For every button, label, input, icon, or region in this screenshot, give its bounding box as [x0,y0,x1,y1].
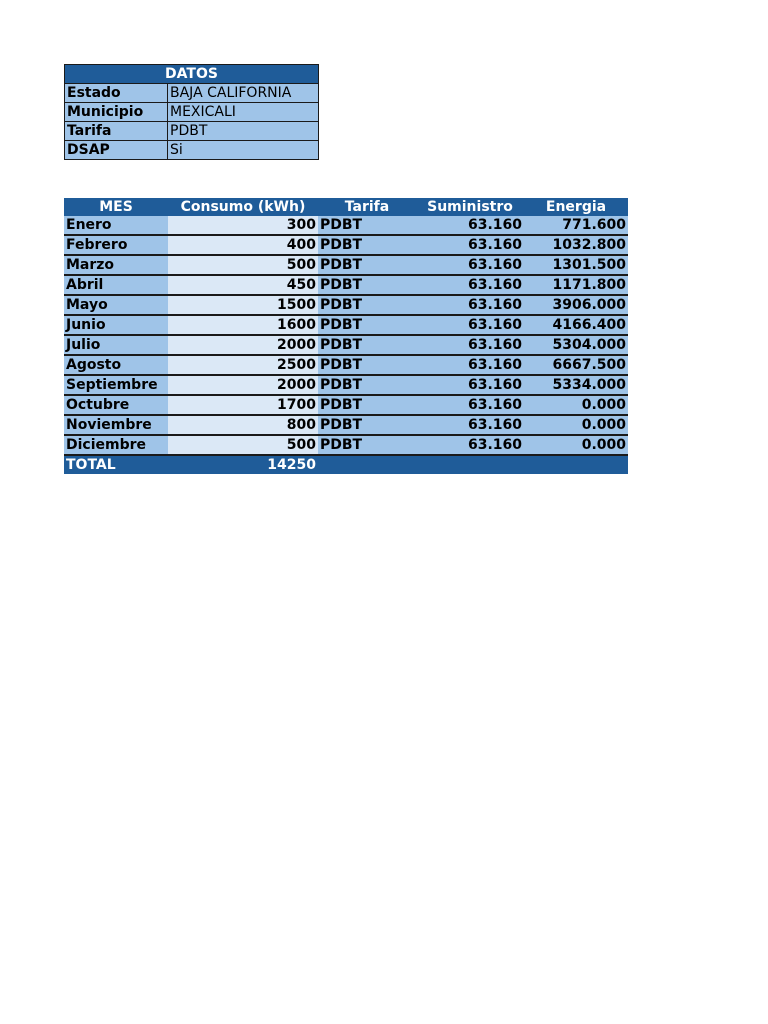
datos-row [65,122,319,141]
cell-tarifa[interactable]: PDBT [318,295,416,315]
cell-consumo[interactable]: 500 [168,255,318,275]
datos-value-municipio[interactable]: MEXICALI [168,103,319,122]
datos-row [65,103,319,122]
cell-mes[interactable]: Noviembre [64,415,168,435]
cell-consumo[interactable]: 2500 [168,355,318,375]
table-row [64,275,628,295]
cell-mes[interactable]: Agosto [64,355,168,375]
header-consumo: Consumo (kWh) [168,198,318,216]
total-empty-cell [318,455,416,474]
cell-energia[interactable]: 1171.800 [524,275,628,295]
total-consumo[interactable]: 14250 [168,455,318,474]
datos-title: DATOS [65,65,319,84]
datos-key-tarifa: Tarifa [65,122,168,141]
table-row [64,235,628,255]
cell-suministro[interactable]: 63.160 [416,435,524,455]
datos-value-tarifa[interactable]: PDBT [168,122,319,141]
cell-mes[interactable]: Julio [64,335,168,355]
cell-consumo[interactable]: 1700 [168,395,318,415]
table-row [64,355,628,375]
cell-mes[interactable]: Febrero [64,235,168,255]
cell-mes[interactable]: Abril [64,275,168,295]
cell-suministro[interactable]: 63.160 [416,315,524,335]
cell-consumo[interactable]: 800 [168,415,318,435]
datos-key-dsap: DSAP [65,141,168,160]
cell-energia[interactable]: 6667.500 [524,355,628,375]
cell-suministro[interactable]: 63.160 [416,335,524,355]
cell-tarifa[interactable]: PDBT [318,415,416,435]
cell-consumo[interactable]: 2000 [168,375,318,395]
cell-consumo[interactable]: 1600 [168,315,318,335]
table-row [64,335,628,355]
datos-key-municipio: Municipio [65,103,168,122]
cell-energia[interactable]: 1301.500 [524,255,628,275]
cell-tarifa[interactable]: PDBT [318,275,416,295]
cell-energia[interactable]: 1032.800 [524,235,628,255]
table-total-row [64,455,628,474]
cell-mes[interactable]: Marzo [64,255,168,275]
cell-suministro[interactable]: 63.160 [416,375,524,395]
header-tarifa: Tarifa [318,198,416,216]
cell-tarifa[interactable]: PDBT [318,335,416,355]
datos-value-estado[interactable]: BAJA CALIFORNIA [168,84,319,103]
cell-consumo[interactable]: 1500 [168,295,318,315]
cell-mes[interactable]: Diciembre [64,435,168,455]
datos-row [65,141,319,160]
cell-tarifa[interactable]: PDBT [318,375,416,395]
cell-mes[interactable]: Septiembre [64,375,168,395]
table-row [64,375,628,395]
table-row [64,255,628,275]
datos-row [65,84,319,103]
total-empty-cell [524,455,628,474]
table-row [64,435,628,455]
table-row [64,415,628,435]
cell-energia[interactable]: 5304.000 [524,335,628,355]
cell-tarifa[interactable]: PDBT [318,355,416,375]
cell-energia[interactable]: 3906.000 [524,295,628,315]
table-row [64,315,628,335]
cell-consumo[interactable]: 400 [168,235,318,255]
datos-value-dsap[interactable]: Si [168,141,319,160]
cell-suministro[interactable]: 63.160 [416,295,524,315]
table-header-row [64,198,628,216]
table-row [64,295,628,315]
monthly-consumption-table [64,198,628,474]
cell-suministro[interactable]: 63.160 [416,355,524,375]
cell-energia[interactable]: 771.600 [524,216,628,235]
cell-tarifa[interactable]: PDBT [318,435,416,455]
cell-mes[interactable]: Mayo [64,295,168,315]
cell-suministro[interactable]: 63.160 [416,216,524,235]
cell-suministro[interactable]: 63.160 [416,255,524,275]
cell-tarifa[interactable]: PDBT [318,216,416,235]
cell-suministro[interactable]: 63.160 [416,415,524,435]
cell-energia[interactable]: 0.000 [524,415,628,435]
cell-tarifa[interactable]: PDBT [318,255,416,275]
cell-energia[interactable]: 0.000 [524,395,628,415]
cell-suministro[interactable]: 63.160 [416,235,524,255]
cell-suministro[interactable]: 63.160 [416,275,524,295]
cell-consumo[interactable]: 300 [168,216,318,235]
cell-tarifa[interactable]: PDBT [318,395,416,415]
table-row [64,395,628,415]
cell-mes[interactable]: Enero [64,216,168,235]
header-mes: MES [64,198,168,216]
cell-consumo[interactable]: 2000 [168,335,318,355]
cell-consumo[interactable]: 450 [168,275,318,295]
total-label: TOTAL [64,455,168,474]
datos-table [64,64,319,160]
datos-key-estado: Estado [65,84,168,103]
cell-mes[interactable]: Junio [64,315,168,335]
cell-tarifa[interactable]: PDBT [318,235,416,255]
header-suministro: Suministro [416,198,524,216]
cell-energia[interactable]: 5334.000 [524,375,628,395]
table-row [64,216,628,235]
cell-consumo[interactable]: 500 [168,435,318,455]
cell-tarifa[interactable]: PDBT [318,315,416,335]
cell-suministro[interactable]: 63.160 [416,395,524,415]
cell-energia[interactable]: 4166.400 [524,315,628,335]
cell-energia[interactable]: 0.000 [524,435,628,455]
cell-mes[interactable]: Octubre [64,395,168,415]
header-energia: Energia [524,198,628,216]
total-empty-cell [416,455,524,474]
datos-header-row [65,65,319,84]
